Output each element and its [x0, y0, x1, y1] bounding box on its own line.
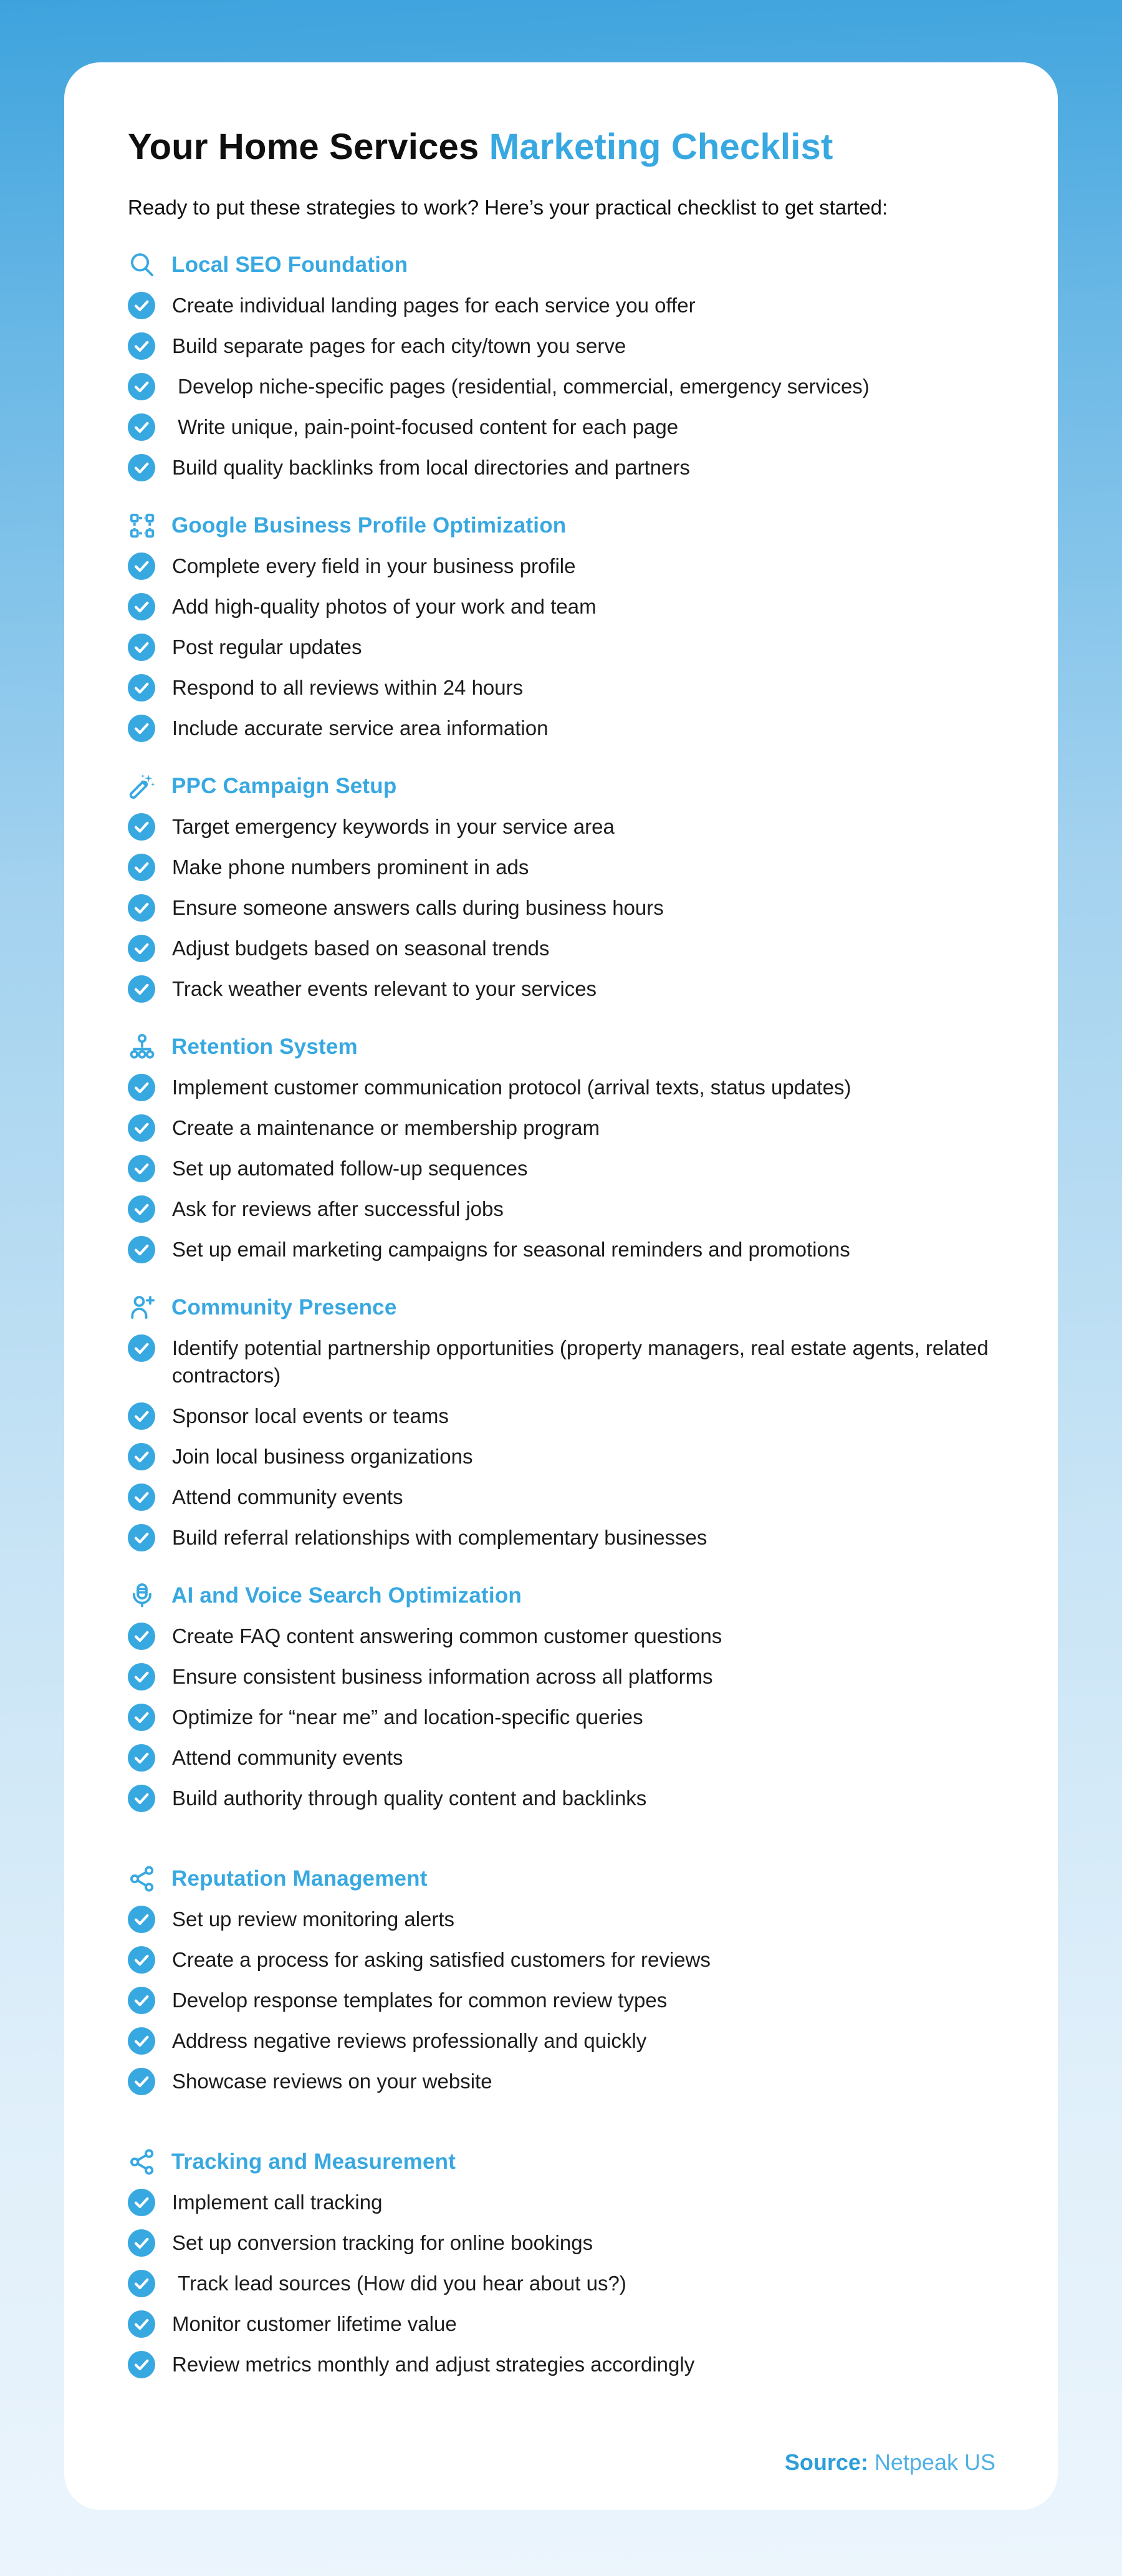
checkmark-icon — [128, 674, 155, 702]
checklist-item — [128, 1946, 997, 1974]
checkmark-icon — [128, 373, 155, 400]
checklist-item — [128, 1483, 997, 1511]
checkmark-icon — [128, 1483, 155, 1511]
checkmark-icon — [128, 634, 155, 661]
checkmark-icon — [128, 1785, 155, 1812]
checkmark-icon — [128, 1334, 155, 1362]
checkmark-icon — [128, 1195, 155, 1223]
checklist-item — [128, 2310, 997, 2338]
page-subtitle: Ready to put these strategies to work? Here’s your practical checklist to get started: — [128, 195, 888, 219]
checkmark-icon — [128, 1402, 155, 1430]
checklist-section — [128, 1581, 997, 1812]
checklist-item — [128, 1402, 997, 1430]
checkmark-icon — [128, 552, 155, 580]
item-text: Monitor customer lifetime value — [172, 2312, 457, 2335]
section-header — [128, 511, 997, 540]
item-text: Create a maintenance or membership program — [172, 1116, 600, 1139]
checkmark-icon — [128, 2189, 155, 2216]
sections — [128, 251, 997, 2378]
checklist-item — [128, 373, 997, 400]
checkmark-icon — [128, 1987, 155, 2014]
checklist-section — [128, 1033, 997, 1263]
item-text: Sponsor local events or teams — [172, 1404, 449, 1427]
checkmark-icon — [128, 1744, 155, 1772]
item-text: Build authority through quality content and backlinks — [172, 1786, 647, 1810]
sitemap-icon — [128, 1033, 156, 1061]
item-text: Set up review monitoring alerts — [172, 1907, 455, 1931]
microphone-icon — [128, 1581, 156, 1610]
item-text: Implement call tracking — [172, 2190, 383, 2214]
item-text: Post regular updates — [172, 635, 362, 658]
checkmark-icon — [128, 1236, 155, 1263]
checkmark-icon — [128, 894, 155, 922]
section-header — [128, 1581, 997, 1610]
checklist-item — [128, 1663, 997, 1691]
checklist-item — [128, 1744, 997, 1772]
source-link[interactable]: Netpeak US — [874, 2449, 995, 2475]
share-nodes-icon — [128, 2148, 156, 2176]
item-text: Build separate pages for each city/town you serve — [172, 334, 626, 357]
section-title: AI and Voice Search Optimization — [171, 1583, 522, 1608]
checklist-item — [128, 894, 997, 922]
item-text: Review metrics monthly and adjust strategies accordingly — [172, 2352, 695, 2376]
checkmark-icon — [128, 854, 155, 881]
checklist-item — [128, 2027, 997, 2055]
checklist-item — [128, 1114, 997, 1142]
checkmark-icon — [128, 1663, 155, 1691]
section-title: Google Business Profile Optimization — [171, 513, 567, 538]
checkmark-icon — [128, 813, 155, 841]
section-header — [128, 772, 997, 801]
checkmark-icon — [128, 1704, 155, 1731]
checklist-section — [128, 2148, 997, 2378]
checkmark-icon — [128, 593, 155, 620]
checklist-section — [128, 251, 997, 481]
checklist-item — [128, 2270, 997, 2297]
checklist-item — [128, 715, 997, 742]
checklist — [128, 1906, 997, 2095]
item-text: Ask for reviews after successful jobs — [172, 1197, 504, 1220]
item-text: Optimize for “near me” and location-specific queries — [172, 1705, 643, 1729]
item-text: Set up conversion tracking for online bookings — [172, 2231, 593, 2254]
checklist-item — [128, 1236, 997, 1263]
checkmark-icon — [128, 2270, 155, 2297]
section-title: Community Presence — [171, 1295, 397, 1319]
checklist-card — [64, 62, 1058, 2510]
checklist-item — [128, 813, 997, 841]
checkmark-icon — [128, 1946, 155, 1974]
checklist-item — [128, 634, 997, 661]
item-text: Attend community events — [172, 1485, 403, 1508]
checkmark-icon — [128, 2229, 155, 2257]
source-label: Source: — [784, 2449, 868, 2475]
checklist-item — [128, 1443, 997, 1470]
wand-sparkles-icon — [128, 772, 156, 801]
checklist-item — [128, 1334, 997, 1389]
checkmark-icon — [128, 1623, 155, 1650]
checklist-item — [128, 1906, 997, 1933]
item-text: Adjust budgets based on seasonal trends — [172, 936, 550, 960]
checklist — [128, 2189, 997, 2378]
item-text: Join local business organizations — [172, 1444, 473, 1468]
checklist-item — [128, 2351, 997, 2378]
item-text: Showcase reviews on your website — [172, 2069, 492, 2093]
source-attribution — [785, 2449, 995, 2476]
checklist-section — [128, 1864, 997, 2095]
checklist-item — [128, 854, 997, 881]
section-title: Local SEO Foundation — [171, 252, 408, 277]
checkmark-icon — [128, 454, 155, 481]
checklist-item — [128, 1704, 997, 1731]
checkmark-icon — [128, 2351, 155, 2378]
item-text: Complete every field in your business profile — [172, 554, 576, 577]
checklist-item — [128, 1524, 997, 1551]
item-text: Address negative reviews professionally and quickly — [172, 2028, 647, 2052]
item-text: Write unique, pain-point-focused content for each page — [172, 415, 679, 438]
checklist-item — [128, 292, 997, 319]
checklist-item — [128, 1623, 997, 1650]
checklist-item — [128, 975, 997, 1003]
section-header — [128, 1293, 997, 1322]
checklist-section — [128, 1293, 997, 1551]
checkmark-icon — [128, 1114, 155, 1142]
section-title: Tracking and Measurement — [171, 2149, 456, 2174]
checklist — [128, 1074, 997, 1263]
checkmark-icon — [128, 1906, 155, 1933]
item-text: Respond to all reviews within 24 hours — [172, 675, 524, 699]
item-text: Identify potential partnership opportunities (property managers, real estate agents, related contractors) — [172, 1336, 994, 1387]
checklist-item — [128, 593, 997, 620]
checklist-item — [128, 413, 997, 441]
section-title: Retention System — [171, 1034, 358, 1059]
page-title-main: Your Home Services — [128, 127, 489, 167]
checklist-section — [128, 772, 997, 1003]
item-text: Target emergency keywords in your service area — [172, 814, 615, 838]
checkmark-icon — [128, 975, 155, 1003]
section-title: Reputation Management — [171, 1866, 428, 1891]
item-text: Add high-quality photos of your work and team — [172, 594, 597, 618]
checklist — [128, 292, 997, 481]
checklist-section — [128, 511, 997, 742]
checklist — [128, 1334, 997, 1551]
checkmark-icon — [128, 2310, 155, 2338]
section-header — [128, 1033, 997, 1061]
item-text: Create FAQ content answering common customer questions — [172, 1624, 722, 1647]
checklist-item — [128, 2189, 997, 2216]
checklist — [128, 1623, 997, 1812]
item-text: Include accurate service area information — [172, 716, 549, 740]
checkmark-icon — [128, 715, 155, 742]
checklist-item — [128, 2229, 997, 2257]
section-header — [128, 1864, 997, 1893]
checkmark-icon — [128, 2068, 155, 2095]
item-text: Ensure someone answers calls during business hours — [172, 895, 664, 919]
search-icon — [128, 251, 156, 279]
checkmark-icon — [128, 332, 155, 360]
checkmark-icon — [128, 935, 155, 962]
page-title-accent: Marketing Checklist — [489, 127, 833, 167]
share-nodes-icon — [128, 1864, 156, 1893]
checkmark-icon — [128, 1074, 155, 1101]
checkmark-icon — [128, 1443, 155, 1470]
checklist-item — [128, 935, 997, 962]
checkmark-icon — [128, 292, 155, 319]
item-text: Create a process for asking satisfied customers for reviews — [172, 1947, 711, 1971]
page-title — [128, 127, 997, 167]
item-text: Create individual landing pages for each service you offer — [172, 293, 696, 317]
checklist-item — [128, 332, 997, 360]
item-text: Track weather events relevant to your services — [172, 977, 597, 1000]
checklist-item — [128, 674, 997, 702]
checklist-item — [128, 552, 997, 580]
checkmark-icon — [128, 1524, 155, 1551]
item-text: Build quality backlinks from local directories and partners — [172, 455, 690, 479]
item-text: Implement customer communication protocol (arrival texts, status updates) — [172, 1075, 851, 1099]
checklist — [128, 552, 997, 742]
item-text: Track lead sources (How did you hear about us?) — [172, 2271, 626, 2295]
user-plus-icon — [128, 1293, 156, 1322]
item-text: Develop response templates for common review types — [172, 1988, 668, 2012]
checklist-item — [128, 1987, 997, 2014]
checklist-item — [128, 1785, 997, 1812]
checkmark-icon — [128, 413, 155, 441]
checklist-item — [128, 1074, 997, 1101]
checklist-item — [128, 2068, 997, 2095]
checklist — [128, 813, 997, 1003]
checklist-item — [128, 1195, 997, 1223]
item-text: Set up automated follow-up sequences — [172, 1156, 528, 1180]
item-text: Build referral relationships with complementary businesses — [172, 1525, 707, 1549]
section-title: PPC Campaign Setup — [171, 773, 397, 798]
item-text: Ensure consistent business information across all platforms — [172, 1664, 713, 1688]
item-text: Develop niche-specific pages (residential, commercial, emergency services) — [172, 374, 870, 398]
item-text: Make phone numbers prominent in ads — [172, 855, 529, 879]
checkmark-icon — [128, 1155, 155, 1182]
checklist-item — [128, 454, 997, 481]
checkmark-icon — [128, 2027, 155, 2055]
section-header — [128, 2148, 997, 2176]
item-text: Set up email marketing campaigns for seasonal reminders and promotions — [172, 1237, 850, 1261]
section-header — [128, 251, 997, 279]
item-text: Attend community events — [172, 1745, 403, 1769]
object-group-icon — [128, 511, 156, 540]
checklist-item — [128, 1155, 997, 1182]
